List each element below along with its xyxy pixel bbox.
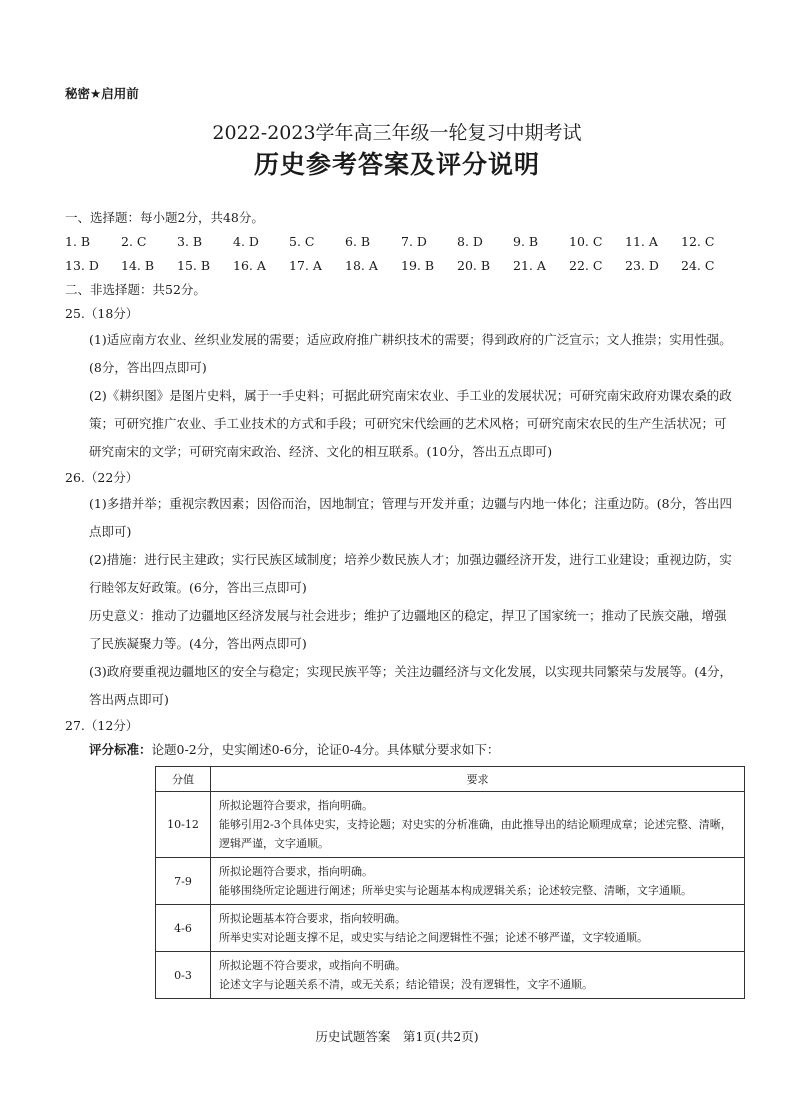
confidential-label: 秘密★启用前 bbox=[65, 86, 139, 101]
choice-answer: 3. B bbox=[177, 234, 203, 249]
choice-answer: 6. B bbox=[345, 234, 371, 249]
q27-label: 27.（12分） bbox=[65, 718, 139, 733]
q26-answer-3: (3)政府要重视边疆地区的安全与稳定；实现民族平等；关注边疆经济与文化发展，以实现共同繁荣与发展等。(4分，答出两点即可) bbox=[89, 664, 733, 707]
requirement-cell bbox=[211, 905, 745, 952]
choice-answer: 8. D bbox=[457, 234, 483, 249]
section2-heading: 二、非选择题：共52分。 bbox=[65, 282, 206, 297]
choice-answers-row-1 bbox=[65, 230, 733, 254]
choice-answer: 17. A bbox=[289, 258, 322, 273]
score-range: 0-3 bbox=[156, 952, 211, 999]
scoring-table bbox=[155, 766, 745, 999]
requirement-line: 所举史实对论题支撑不足，或史实与结论之间逻辑性不强；论述不够严谨，文字较通顺。 bbox=[219, 931, 648, 944]
choice-answers-row-2 bbox=[65, 254, 733, 278]
choice-answer: 20. B bbox=[457, 258, 491, 273]
choice-answer: 5. C bbox=[289, 234, 315, 249]
choice-answer: 23. D bbox=[625, 258, 659, 273]
choice-answer: 22. C bbox=[569, 258, 603, 273]
q25-label: 25.（18分） bbox=[65, 306, 139, 321]
score-range: 4-6 bbox=[156, 905, 211, 952]
choice-answer: 16. A bbox=[233, 258, 266, 273]
page-footer: 历史试题答案 第1页(共2页) bbox=[315, 1029, 479, 1044]
choice-answer: 7. D bbox=[401, 234, 427, 249]
table-row bbox=[156, 858, 745, 905]
table-header-row bbox=[156, 767, 745, 792]
score-column-header: 分值 bbox=[156, 767, 211, 792]
choice-answer: 1. B bbox=[65, 234, 91, 249]
choice-answer: 15. B bbox=[177, 258, 211, 273]
q26-label: 26.（22分） bbox=[65, 470, 139, 485]
requirement-cell bbox=[211, 858, 745, 905]
q26-significance: 历史意义：推动了边疆地区经济发展与社会进步；维护了边疆地区的稳定，捍卫了国家统一；推动了民族交融，增强了民族凝聚力等。(4分，答出两点即可) bbox=[89, 608, 727, 651]
requirement-line: 能够围绕所定论题进行阐述；所举史实与论题基本构成逻辑关系；论述较完整、清晰，文字通顺。 bbox=[219, 884, 692, 897]
score-range: 7-9 bbox=[156, 858, 211, 905]
choice-answer: 10. C bbox=[569, 234, 603, 249]
choice-answer: 14. B bbox=[121, 258, 155, 273]
table-row bbox=[156, 905, 745, 952]
choice-answer: 18. A bbox=[345, 258, 378, 273]
requirement-line: 所拟论题符合要求，指向明确。 bbox=[219, 865, 373, 878]
section1-heading: 一、选择题：每小题2分，共48分。 bbox=[65, 210, 264, 225]
requirement-cell bbox=[211, 792, 745, 858]
choice-answer: 13. D bbox=[65, 258, 99, 273]
choice-answer: 24. C bbox=[681, 258, 715, 273]
choice-answer: 19. B bbox=[401, 258, 435, 273]
exam-title: 2022-2023学年高三年级一轮复习中期考试 bbox=[212, 122, 582, 144]
q26-answer-1: (1)多措并举；重视宗教因素；因俗而治，因地制宜；管理与开发并重；边疆与内地一体化；注重边防。(8分，答出四点即可) bbox=[89, 496, 733, 539]
requirement-line: 能够引用2-3个具体史实，支持论题；对史实的分析准确，由此推导出的结论顺理成章；论述完整、清晰，逻辑严谨，文字通顺。 bbox=[219, 818, 732, 850]
answer-body bbox=[65, 206, 733, 762]
choice-answer: 2. C bbox=[121, 234, 147, 249]
choice-answer: 12. C bbox=[681, 234, 715, 249]
q25-answer-1: (1)适应南方农业、丝织业发展的需要；适应政府推广耕织技术的需要；得到政府的广泛宣示；文人推崇；实用性强。(8分，答出四点即可) bbox=[89, 332, 732, 375]
requirement-line: 论述文字与论题关系不清，或无关系；结论错误；没有逻辑性，文字不通顺。 bbox=[219, 978, 593, 991]
choice-answer: 4. D bbox=[233, 234, 259, 249]
choice-answer: 9. B bbox=[513, 234, 539, 249]
criteria-label: 评分标准： bbox=[89, 742, 152, 757]
criteria-text: 论题0-2分，史实阐述0-6分，论证0-4分。具体赋分要求如下： bbox=[151, 742, 500, 757]
choice-answer: 21. A bbox=[513, 258, 546, 273]
score-range: 10-12 bbox=[156, 792, 211, 858]
requirement-column-header: 要求 bbox=[211, 767, 745, 792]
requirement-line: 所拟论题符合要求，指向明确。 bbox=[219, 799, 373, 812]
requirement-line: 所拟论题基本符合要求，指向较明确。 bbox=[219, 912, 406, 925]
q26-answer-2: (2)措施：进行民主建政；实行民族区域制度；培养少数民族人才；加强边疆经济开发，进行工业建设；重视边防，实行睦邻友好政策。(6分，答出三点即可) bbox=[89, 552, 732, 595]
q27-criteria bbox=[65, 738, 733, 762]
document-title: 历史参考答案及评分说明 bbox=[253, 150, 540, 179]
table-row bbox=[156, 792, 745, 858]
choice-answer: 11. A bbox=[625, 234, 658, 249]
requirement-line: 所拟论题不符合要求，或指向不明确。 bbox=[219, 959, 406, 972]
q25-answer-2: (2)《耕织图》是图片史料，属于一手史料；可据此研究南宋农业、手工业的发展状况；可研究南宋政府劝课农桑的政策；可研究推广农业、手工业技术的方式和手段；可研究宋代绘画的艺术风格；可研究南宋农民的生产生活状况；可研究南宋的文学；可研究南宋政治、经济、文化的相互联系。(10分，答出五点即可) bbox=[89, 388, 732, 459]
table-row bbox=[156, 952, 745, 999]
requirement-cell bbox=[211, 952, 745, 999]
